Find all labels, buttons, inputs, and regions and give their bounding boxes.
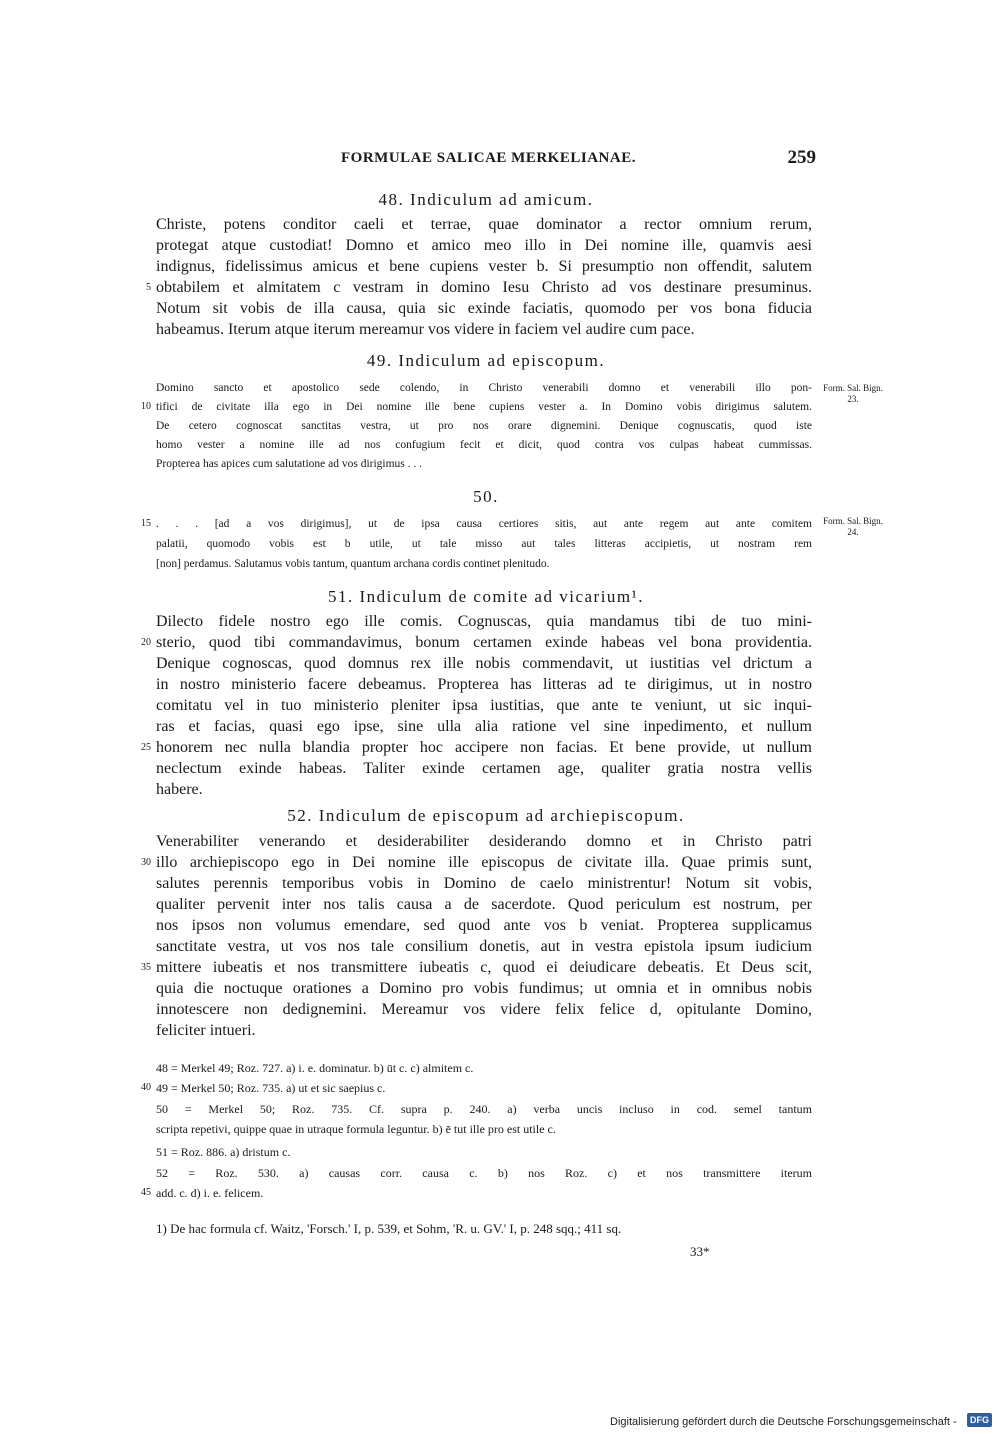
text-line: habeamus. Iterum atque iterum mereamur vos videre in faciem vel audire cum pace. xyxy=(156,321,695,338)
text-line: homo vester a nomine ille ad nos confugium fecit et dicit, quod contra vos culpas habeat cummissas. xyxy=(156,439,812,451)
text-line: illo archiepiscopo ego in Dei nomine ille episcopus de civitate illa. Quae primis sunt, xyxy=(156,854,812,871)
footnote-line: 49 = Merkel 50; Roz. 735. a) ut et sic saepius c. xyxy=(156,1081,386,1095)
text-line: ras et facias, quasi ego ipse, sine ulla alia ratione vel sine inpedimento, et nullum xyxy=(156,718,812,735)
line-number: 15 xyxy=(141,518,151,529)
text-line: neclectum exinde habeas. Taliter exinde certamen age, qualiter gratia nostra vellis xyxy=(156,760,812,777)
text-line: sanctitate vestra, ut vos nos tale consilium donetis, aut in vestra epistola ipsum iudicium xyxy=(156,938,812,955)
text-line: honorem nec nulla blandia propter hoc accipere non facias. Et bene provide, ut nullum xyxy=(156,739,812,756)
text-line: protegat atque custodiat! Domno et amico meo illo in Dei nomine ille, quamvis aesi xyxy=(156,237,812,254)
footnote-line: 1) De hac formula cf. Waitz, 'Forsch.' I, p. 539, et Sohm, 'R. u. GV.' I, p. 248 sqq.; 411 sq. xyxy=(156,1221,622,1236)
text-line: Venerabiliter venerando et desiderabiliter desiderando domno et in Christo patri xyxy=(156,833,812,850)
text-line: comitatu vel in tuo ministerio pleniter ipsa iustitias, que ante te veniunt, ut sic inqui- xyxy=(156,697,812,714)
running-header xyxy=(156,147,816,174)
line-number: 40 xyxy=(141,1082,151,1093)
text-line: Dilecto fidele nostro ego ille comis. Cognuscas, quia mandamus tibi de tuo mini- xyxy=(156,613,812,630)
footnote-line: 50 = Merkel 50; Roz. 735. Cf. supra p. 240. a) verba uncis incluso in cod. semel tantum xyxy=(156,1102,812,1116)
page-number: 259 xyxy=(787,147,816,168)
text-line: palatii, quomodo vobis est b utile, ut tale misso aut tales litteras accipietis, ut nostram rem xyxy=(156,538,812,550)
heading-49: 49. Indiculum ad episcopum. xyxy=(366,351,606,370)
margin-note: Form. Sal. Bign. 24. xyxy=(823,516,883,537)
heading-50: 50. xyxy=(473,487,499,506)
text-line: nos ipsos non volumus emendare, sed quod ante vos b veniat. Propterea supplicamus xyxy=(156,917,812,934)
text-line: in nostro ministerio facere debeamus. Propterea has litteras ad te dirigimus, ut in nostro xyxy=(156,676,812,693)
text-line: Christe, potens conditor caeli et terrae, quae dominator a rector omnium rerum, xyxy=(156,216,812,233)
text-line: innotescere non dedignemini. Mereamur vos videre felix felice d, opitulante Domino, xyxy=(156,1001,812,1018)
heading-51: 51. Indiculum de comite ad vicarium¹. xyxy=(328,587,644,606)
footnote-line: 48 = Merkel 49; Roz. 727. a) i. e. dominatur. b) ūt c. c) almitem c. xyxy=(156,1061,474,1075)
heading-48: 48. Indiculum ad amicum. xyxy=(378,190,594,209)
footnote-line: scripta repetivi, quippe quae in utraque formula leguntur. b) ē tut ille pro est utile c. xyxy=(156,1122,556,1136)
text-line: quia die noctuque orationes a Domino pro vobis fundimus; ut omnia et in omnibus nobis xyxy=(156,980,812,997)
heading-52: 52. Indiculum de episcopum ad archiepiscopum. xyxy=(287,806,685,825)
text-line: salutes perennis temporibus vobis in Domino de caelo ministrentur! Notum sit vobis, xyxy=(156,875,812,892)
text-line: Domino sancto et apostolico sede colendo, in Christo venerabili domno et venerabili illo pon- xyxy=(156,382,812,394)
footnote-line: add. c. d) i. e. felicem. xyxy=(156,1186,264,1200)
text-line: qualiter pervenit inter nos talis causa a de sacerdote. Quod periculum est nostrum, per xyxy=(156,896,812,913)
margin-note: Form. Sal. Bign. 23. xyxy=(823,383,883,404)
text-line: tifici de civitate illa ego in Dei nomine ille bene cupiens vester a. In Domino vobis dirigimus salutem. xyxy=(156,401,812,413)
line-number: 45 xyxy=(141,1187,151,1198)
dfg-logo: DFG xyxy=(967,1413,992,1427)
text-line: obtabilem et almitatem c vestram in domino Iesu Christo ad vos destinare presuminus. xyxy=(156,279,812,296)
text-line: [non] perdamus. Salutamus vobis tantum, quantum archana cordis continet plenitudo. xyxy=(156,558,550,570)
running-title: FORMULAE SALICAE MERKELIANAE. xyxy=(341,150,636,166)
line-number: 25 xyxy=(141,742,151,753)
text-line: habere. xyxy=(156,781,203,798)
text-line: sterio, quod tibi commandavimus, bonum certamen exinde habeas vel bona providentia. xyxy=(156,634,812,651)
text-line: . . . [ad a vos dirigimus], ut de ipsa causa certiores sitis, aut ante regem aut ante comitem xyxy=(156,518,812,530)
text-line: Notum sit vobis de illa causa, quia sic exinde faciatis, quomodo per vos bona fiducia xyxy=(156,300,812,317)
text-line: De cetero cognoscat sanctitas vestra, ut pro nos orare dignemini. Denique cognuscatis, quod iste xyxy=(156,420,812,432)
digitization-credit: Digitalisierung gefördert durch die Deutsche Forschungsgemeinschaft - xyxy=(610,1416,957,1428)
line-number: 5 xyxy=(146,282,151,293)
footnote-line: 52 = Roz. 530. a) causas corr. causa c. b) nos Roz. c) et nos transmittere iterum xyxy=(156,1166,812,1180)
text-line: feliciter intueri. xyxy=(156,1022,256,1039)
line-number: 20 xyxy=(141,637,151,648)
signature-mark: 33* xyxy=(690,1244,710,1259)
footnote-line: 51 = Roz. 886. a) dristum c. xyxy=(156,1145,291,1159)
text-line: Denique cognoscas, quod domnus rex ille nobis commendavit, ut iustitias vel drictum a xyxy=(156,655,812,672)
line-number: 10 xyxy=(141,401,151,412)
line-number: 30 xyxy=(141,857,151,868)
text-line: mittere iubeatis et nos transmittere iubeatis c, quod ei deiudicare debeatis. Et Deus scit, xyxy=(156,959,812,976)
line-number: 35 xyxy=(141,962,151,973)
text-line: Propterea has apices cum salutatione ad vos dirigimus . . . xyxy=(156,458,423,470)
text-line: indignus, fidelissimus amicus et bene cupiens vester b. Si presumptio non offendit, salutem xyxy=(156,258,812,275)
